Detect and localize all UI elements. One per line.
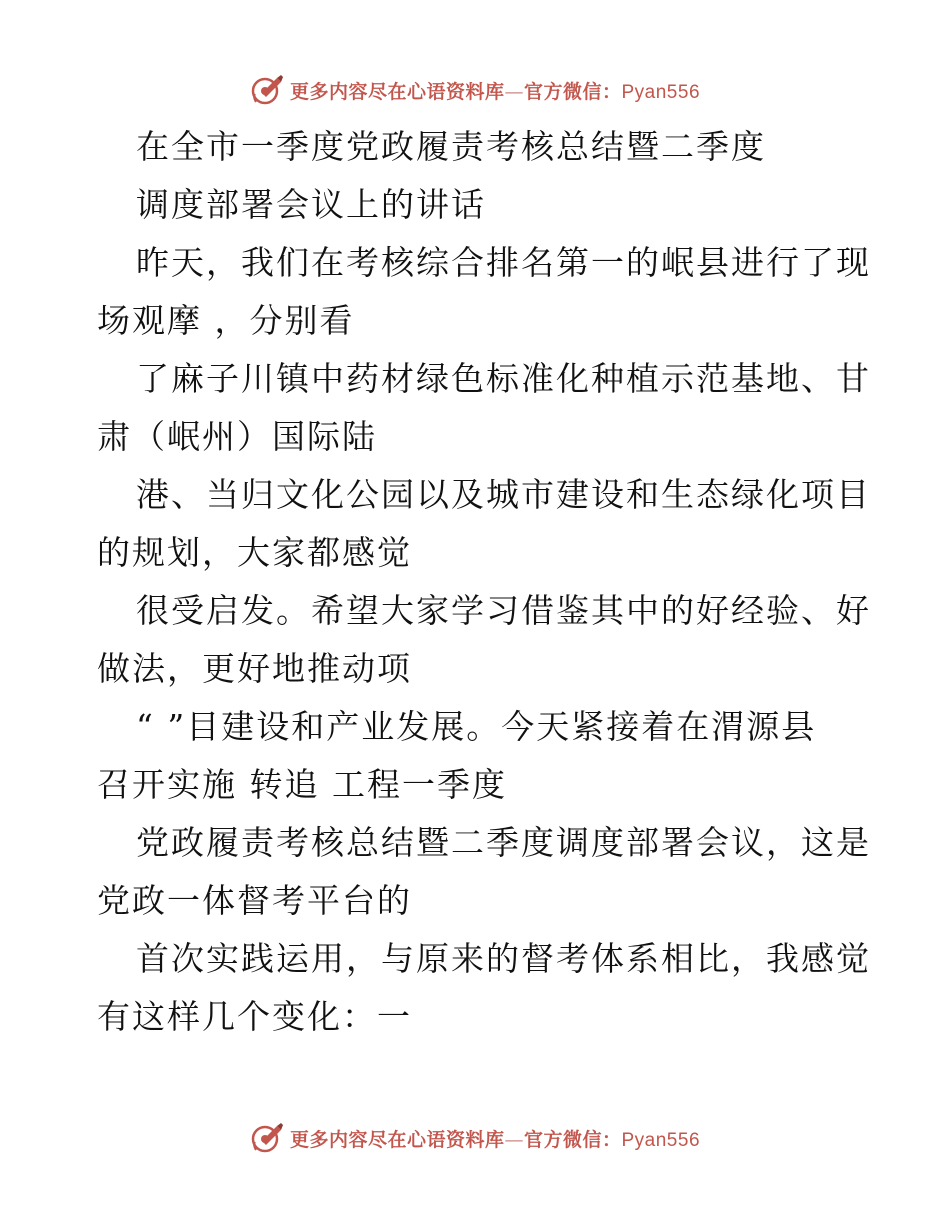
text-line: 做法，更好地推动项 [97, 649, 412, 688]
banner-main-text: 更多内容尽在心语资料库 [289, 80, 505, 103]
text-line: 肃（岷州）国际陆 [97, 417, 377, 456]
text-line: 港、当归文化公园以及城市建设和生态绿化项目 [136, 475, 871, 514]
banner-text [290, 77, 700, 104]
text-line: 在全市一季度党政履责考核总结暨二季度 [136, 127, 766, 166]
text-line: 有这样几个变化：一 [97, 997, 412, 1036]
document-body [97, 118, 871, 1046]
text-line: 召开实施 转追 工程一季度 [97, 765, 507, 804]
text-line: 场观摩 ，分别看 [97, 301, 355, 340]
pen-nib-logo-icon [250, 73, 284, 107]
banner-label: 官方微信： [523, 1128, 622, 1151]
text-line: 党政一体督考平台的 [97, 881, 412, 920]
banner-id: Pyan556 [621, 1129, 701, 1151]
banner-label: 官方微信： [523, 80, 622, 103]
text-line: 很受启发。希望大家学习借鉴其中的好经验、好 [136, 591, 871, 630]
text-line: 首次实践运用，与原来的督考体系相比，我感觉 [136, 939, 871, 978]
header-banner [0, 70, 950, 110]
text-line: 的规划，大家都感觉 [97, 533, 412, 572]
banner-dash: — [504, 80, 524, 103]
text-line: 党政履责考核总结暨二季度调度部署会议，这是 [136, 823, 871, 862]
text-line: “ ”目建设和产业发展。今天紧接着在渭源县 [136, 707, 817, 746]
text-line: 了麻子川镇中药材绿色标准化种植示范基地、甘 [136, 359, 871, 398]
banner-dash: — [504, 1128, 524, 1151]
banner-text [290, 1125, 700, 1152]
text-line: 调度部署会议上的讲话 [136, 185, 486, 224]
banner-id: Pyan556 [621, 81, 701, 103]
pen-nib-logo-icon [250, 1121, 284, 1155]
banner-main-text: 更多内容尽在心语资料库 [289, 1128, 505, 1151]
footer-banner [0, 1118, 950, 1158]
text-line: 昨天，我们在考核综合排名第一的岷县进行了现 [136, 243, 871, 282]
